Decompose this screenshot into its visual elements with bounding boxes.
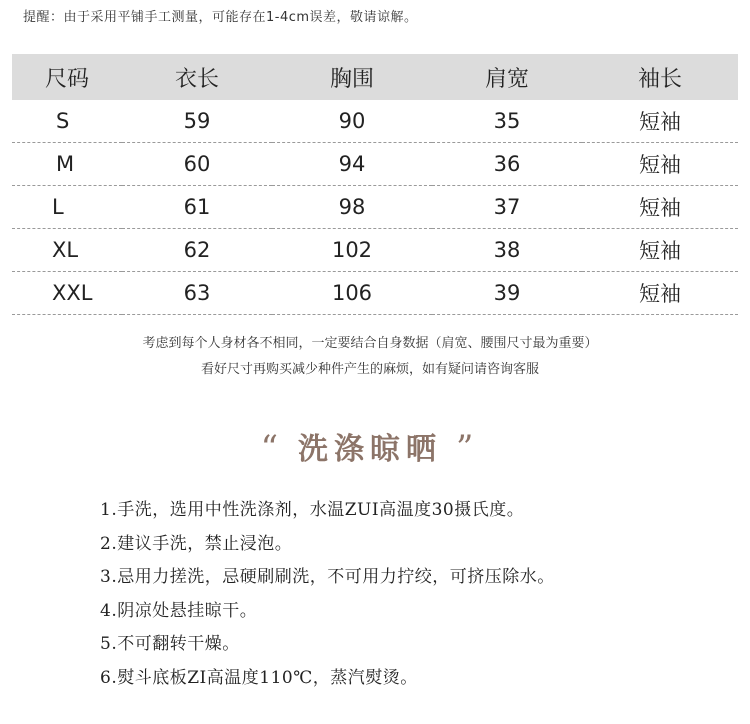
table-row [12, 186, 738, 229]
header-size: 尺码 [12, 54, 122, 100]
care-item: 2.建议手洗，禁止浸泡。 [100, 533, 293, 554]
cell-shoulder: 38 [432, 229, 582, 272]
cell-chest: 90 [272, 100, 432, 143]
cell-chest: 98 [272, 186, 432, 229]
cell-shoulder: 37 [432, 186, 582, 229]
care-item: 6.熨斗底板ZI高温度110℃，蒸汽熨烫。 [100, 667, 418, 688]
open-quote: “ [260, 428, 284, 468]
care-item: 1.手洗，选用中性洗涤剂，水温ZUI高温度30摄氏度。 [100, 500, 525, 520]
cell-size: M [12, 143, 122, 186]
cell-length: 61 [122, 186, 272, 229]
header-chest: 胸围 [272, 54, 432, 100]
table-row [12, 143, 738, 186]
size-table [12, 54, 738, 315]
cell-size: XL [12, 229, 122, 272]
care-item: 3.忌用力搓洗，忌硬刷刷洗，不可用力拧绞，可挤压除水。 [100, 567, 555, 587]
customer-service-note: 看好尺寸再购买减少种件产生的麻烦，如有疑问请咨询客服 [200, 362, 539, 377]
header-shoulder: 肩宽 [432, 54, 582, 100]
care-instructions-list [100, 494, 555, 695]
cell-shoulder: 35 [432, 100, 582, 143]
cell-chest: 94 [272, 143, 432, 186]
cell-sleeve: 短袖 [582, 143, 738, 186]
cell-chest: 106 [272, 272, 432, 315]
size-advice-note: 考虑到每个人身材各不相同，一定要结合自身数据（肩宽、腰围尺寸最为重要） [142, 336, 598, 351]
wash-section-title [0, 424, 740, 468]
table-row [12, 229, 738, 272]
cell-sleeve: 短袖 [582, 229, 738, 272]
cell-sleeve: 短袖 [582, 272, 738, 315]
cell-length: 62 [122, 229, 272, 272]
cell-sleeve: 短袖 [582, 186, 738, 229]
table-row [12, 272, 738, 315]
care-item: 5.不可翻转干燥。 [100, 634, 240, 654]
header-length: 衣长 [122, 54, 272, 100]
measurement-notice: 提醒：由于采用平铺手工测量，可能存在1-4cm误差，敬请谅解。 [23, 10, 418, 25]
close-quote: ” [456, 428, 480, 468]
cell-sleeve: 短袖 [582, 100, 738, 143]
care-item: 4.阴凉处悬挂晾干。 [100, 600, 258, 621]
cell-shoulder: 39 [432, 272, 582, 315]
header-sleeve: 袖长 [582, 54, 738, 100]
cell-length: 63 [122, 272, 272, 315]
cell-length: 60 [122, 143, 272, 186]
cell-length: 59 [122, 100, 272, 143]
cell-chest: 102 [272, 229, 432, 272]
cell-size: L [12, 186, 122, 229]
cell-size: XXL [12, 272, 122, 315]
table-row [12, 100, 738, 143]
cell-size: S [12, 100, 122, 143]
cell-shoulder: 36 [432, 143, 582, 186]
wash-title-text: 洗涤晾晒 [298, 432, 442, 467]
size-table-header [12, 54, 738, 100]
